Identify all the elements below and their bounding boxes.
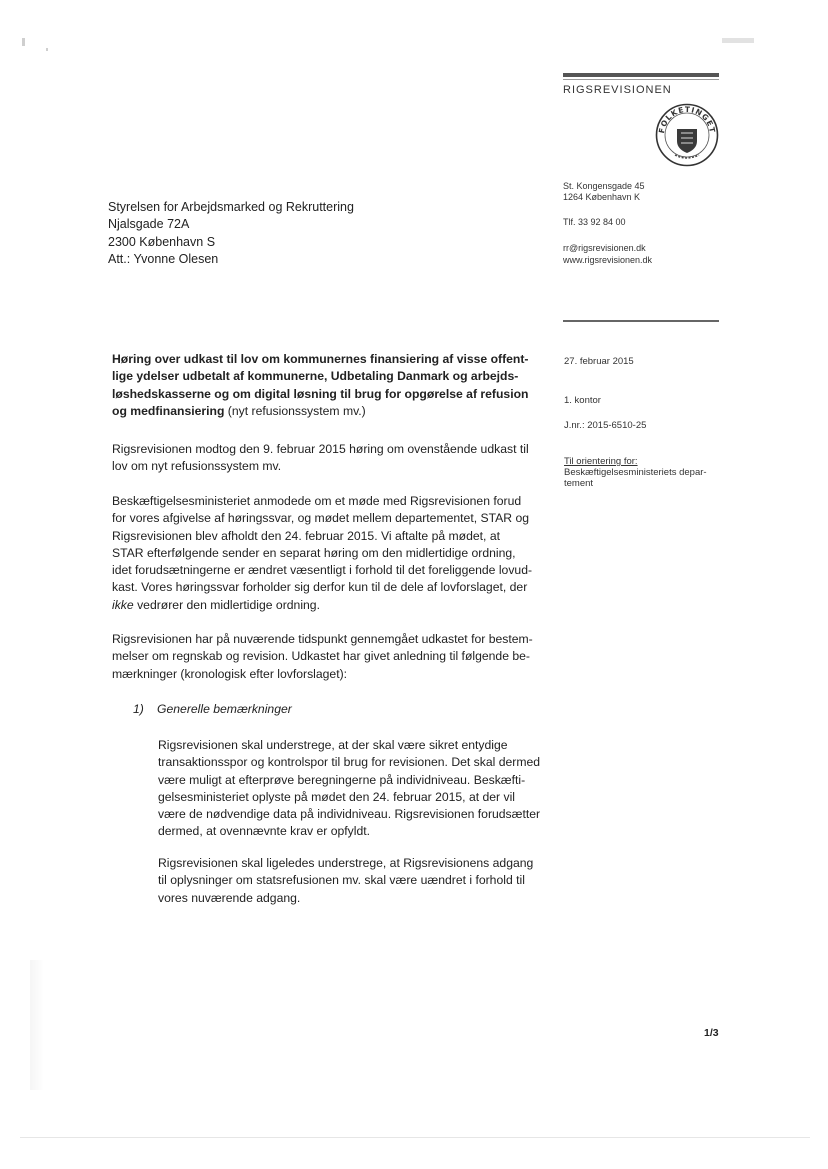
text-line: Rigsrevisionen har på nuværende tidspunkt gennemgået udkastet for bestem- — [112, 632, 533, 646]
section-paragraph — [158, 737, 541, 841]
text-line: vores nuværende adgang. — [158, 890, 301, 905]
cc-line: Beskæftigelsesministeriets depar- — [564, 467, 707, 478]
text-line: kast. Vores høringssvar forholder sig derfor kun til de dele af lovforslaget, der — [112, 580, 528, 595]
letterhead-rule — [563, 73, 719, 77]
text-line: Rigsrevisionen skal understrege, at der skal være sikret entydige — [158, 738, 508, 752]
cc-line: tement — [564, 478, 594, 489]
subject-suffix: (nyt refusionssystem mv.) — [224, 403, 366, 418]
text-line: Rigsrevisionen blev afholdt den 24. februar 2015. Vi aftalte på mødet, at — [112, 528, 500, 543]
letter-date: 27. februar 2015 — [564, 356, 634, 367]
subject-line: og medfinansiering — [112, 403, 225, 418]
text-line: være de nødvendige data på individniveau. Rigsrevisionen forudsætter — [158, 807, 541, 822]
text-line: være muligt at efterprøve beregningerne på individniveau. Beskæfti- — [158, 772, 526, 787]
paragraph-review — [112, 631, 542, 683]
section-number: 1) — [133, 702, 144, 716]
letterhead-rule-thin — [563, 79, 719, 80]
section-title: Generelle bemærkninger — [157, 702, 292, 716]
text-line: transaktionsspor og kontrolspor til brug for revisionen. Det skal dermed — [158, 755, 541, 770]
svg-text:FOLKETINGET: FOLKETINGET — [656, 104, 718, 134]
recipient-line: Styrelsen for Arbejdsmarked og Rekruttering — [108, 200, 354, 214]
address-line2: 1264 København K — [563, 192, 641, 202]
recipient-address — [108, 199, 354, 268]
section-paragraph — [158, 855, 538, 907]
scan-bottom-edge — [20, 1137, 810, 1138]
org-name: RIGSREVISIONEN — [563, 84, 672, 96]
text-line: Rigsrevisionen modtog den 9. februar 2015 høring om ovenstående udkast til — [112, 442, 529, 456]
text-line: for vores afgivelse af høringssvar, og mødet mellem departementet, STAR og — [112, 511, 530, 526]
text-line: melser om regnskab og revision. Udkastet har givet anledning til følgende be- — [112, 649, 530, 664]
folketinget-seal-icon — [655, 103, 719, 167]
office: 1. kontor — [564, 395, 601, 406]
cc-block — [564, 456, 707, 489]
text-line: mærkninger (kronologisk efter lovforslaget): — [112, 666, 348, 681]
address-line1: St. Kongensgade 45 — [563, 181, 645, 191]
paragraph-intro — [112, 441, 542, 476]
text-line: dermed, at ovennævnte krav er opfyldt. — [158, 824, 371, 839]
letterhead-rule-mid — [563, 320, 719, 322]
italic-word: ikke — [112, 597, 134, 612]
cc-label: Til orientering for: — [564, 456, 638, 467]
text-line: idet forudsætningerne er ændret væsentligt i forhold til det foreliggende lovud- — [112, 563, 533, 578]
text-line: lov om nyt refusionssystem mv. — [112, 459, 282, 474]
section-heading — [133, 701, 292, 718]
recipient-line: Att.: Yvonne Olesen — [108, 251, 219, 266]
recipient-line: Njalsgade 72A — [108, 217, 190, 232]
text-line: til oplysninger om statsrefusionen mv. skal være uændret i forhold til — [158, 873, 525, 888]
website-link[interactable]: www.rigsrevisionen.dk — [563, 255, 653, 265]
text-line: vedrører den midlertidige ordning. — [133, 597, 320, 612]
text-line: gelsesministeriet oplyste på mødet den 24. februar 2015, at der vil — [158, 789, 516, 804]
page-number: 1/3 — [704, 1027, 719, 1039]
text-line: Beskæftigelsesministeriet anmodede om et møde med Rigsrevisionen forud — [112, 494, 522, 508]
scan-speck — [22, 38, 25, 46]
subject-line: Høring over udkast til lov om kommunernes finansiering af visse offent- — [112, 352, 529, 366]
journal-number: J.nr.: 2015-6510-25 — [564, 420, 647, 431]
scan-speck — [46, 48, 48, 51]
scan-speck — [722, 38, 754, 43]
email-link[interactable]: rr@rigsrevisionen.dk — [563, 243, 646, 253]
text-line: STAR efterfølgende sender en separat høring om den midlertidige ordning, — [112, 545, 516, 560]
phone: Tlf. 33 92 84 00 — [563, 217, 626, 227]
subject-line: løshedskasserne og om digital løsning til brug for opgørelse af refusion — [112, 386, 529, 401]
subject-line: lige ydelser udbetalt af kommunerne, Udbetaling Danmark og arbejds- — [112, 369, 519, 384]
paragraph-meeting — [112, 493, 542, 614]
scan-shadow — [30, 960, 44, 1090]
subject-heading — [112, 351, 542, 420]
recipient-line: 2300 København S — [108, 234, 216, 249]
text-line: Rigsrevisionen skal ligeledes understrege, at Rigsrevisionens adgang — [158, 856, 534, 870]
